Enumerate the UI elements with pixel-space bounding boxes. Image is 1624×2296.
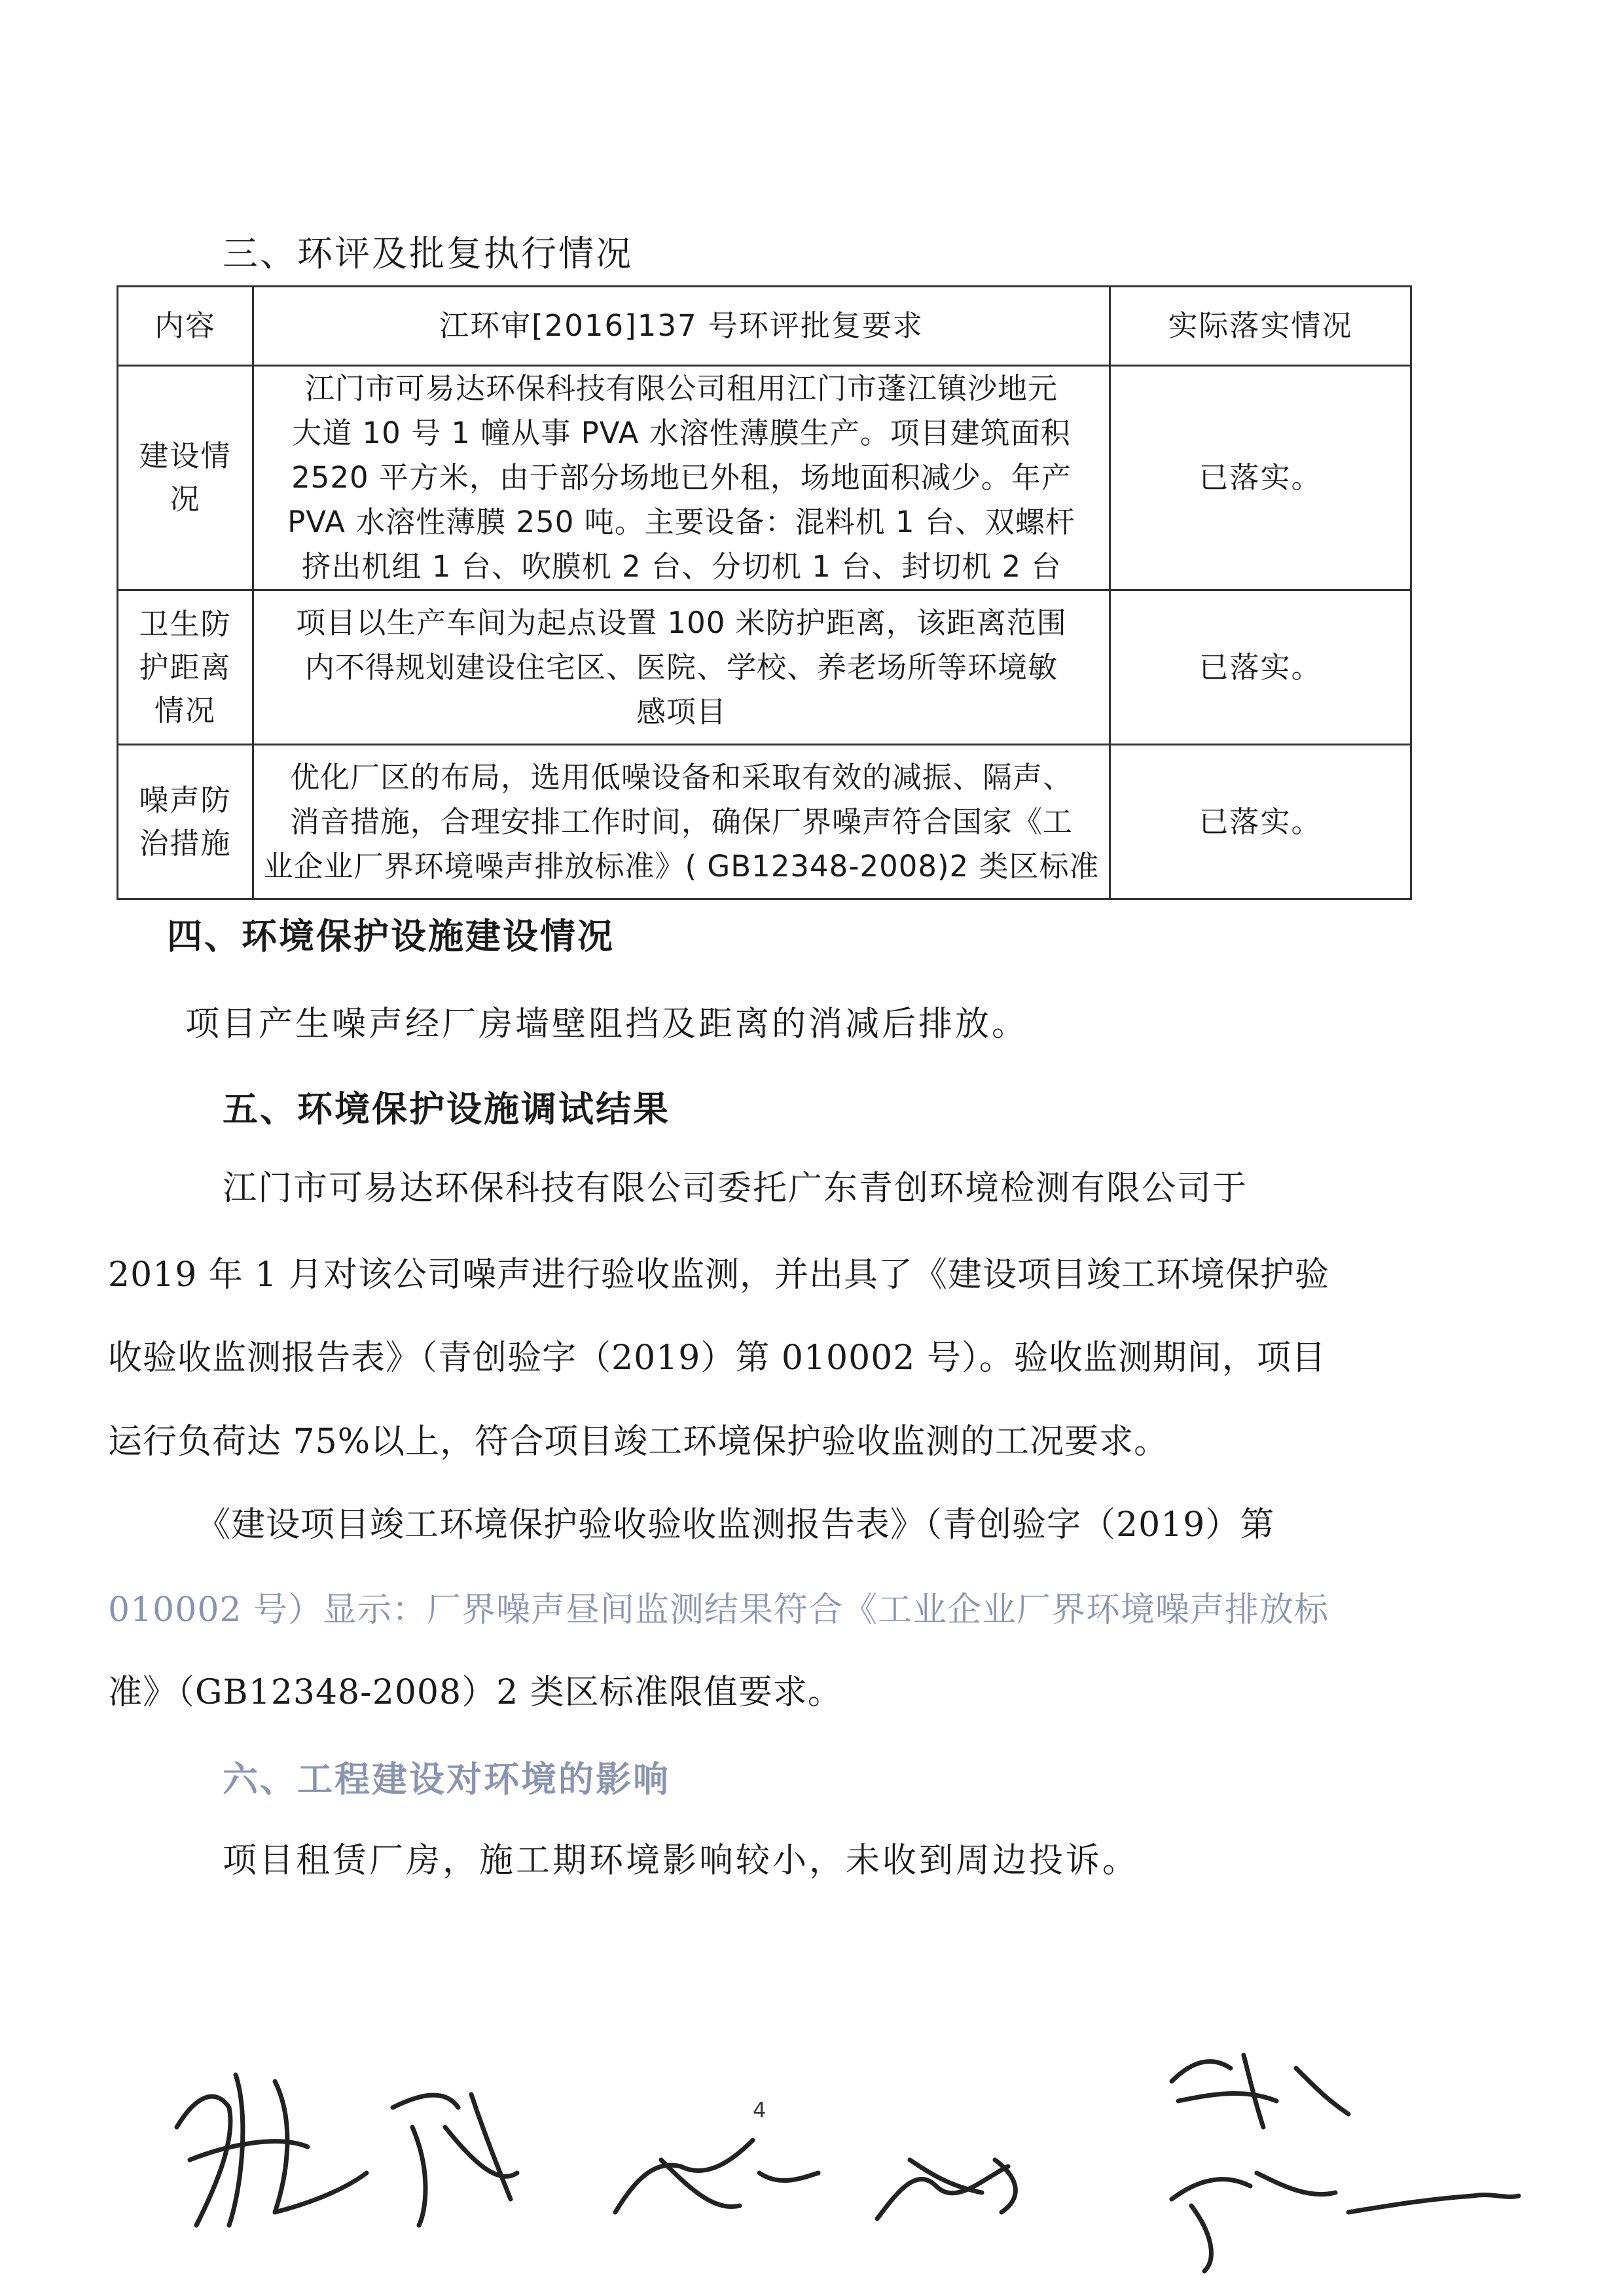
- section6-text: 项目租赁厂房，施工期环境影响较小，未收到周边投诉。: [223, 1841, 1140, 1880]
- signatures: [0, 2016, 1624, 2296]
- section4-text: 项目产生噪声经厂房墙壁阻挡及距离的消减后排放。: [185, 1005, 1029, 1044]
- row-category: 建设情 况: [118, 366, 253, 590]
- header-requirement: 江环审[2016]137 号环评批复要求: [253, 287, 1110, 366]
- header-status: 实际落实情况: [1110, 287, 1411, 366]
- row-requirement: 项目以生产车间为起点设置 100 米防护距离，该距离范围 内不得规划建设住宅区、医院、学校、养老场所等环境敏 感项目: [253, 590, 1110, 745]
- header-content: 内容: [118, 287, 253, 366]
- signature-3: [615, 2140, 818, 2212]
- signature-2: [393, 2094, 517, 2225]
- section5-title: 五、环境保护设施调试结果: [223, 1088, 670, 1130]
- section4-title: 四、环境保护设施建设情况: [167, 915, 615, 957]
- section5-p2-line3: 准》（GB12348-2008）2 类区标准限值要求。: [108, 1673, 842, 1712]
- table-row: [118, 366, 1411, 590]
- signature-5: [1172, 2055, 1348, 2127]
- table-row: [118, 745, 1411, 899]
- row-status: 已落实。: [1110, 590, 1411, 745]
- section5-p1-line3: 收验收监测报告表》（青创验字（2019）第 010002 号）。验收监测期间，项目: [108, 1338, 1326, 1378]
- page-number: 4: [753, 2098, 767, 2123]
- section5-p1-line4: 运行负荷达 75%以上，符合项目竣工环境保护验收监测的工况要求。: [108, 1422, 1169, 1462]
- section5-p2-line1: 《建设项目竣工环境保护验收验收监测报告表》（青创验字（2019）第: [196, 1505, 1275, 1545]
- section6-title: 六、工程建设对环境的影响: [223, 1758, 670, 1800]
- section5-p2-line2: 010002 号）显示：厂界噪声昼间监测结果符合《工业企业厂界环境噪声排放标: [108, 1590, 1329, 1630]
- row-category: 卫生防 护距离 情况: [118, 590, 253, 745]
- signature-6: [1172, 2173, 1519, 2271]
- row-status: 已落实。: [1110, 366, 1411, 590]
- section3-title: 三、环评及批复执行情况: [223, 233, 633, 274]
- signature-1: [177, 2075, 367, 2225]
- table-row: [118, 590, 1411, 745]
- row-requirement: 优化厂区的布局，选用低噪设备和采取有效的减振、隔声、 消音措施，合理安排工作时间，确保厂界噪声符合国家《工 业企业厂界环境噪声排放标准》( GB12348-2008)2 类区标准: [253, 745, 1110, 899]
- row-requirement: 江门市可易达环保科技有限公司租用江门市蓬江镇沙地元 大道 10 号 1 幢从事 PVA 水溶性薄膜生产。项目建筑面积 2520 平方米，由于部分场地已外租，场地面积减少。年产 PVA 水溶性薄膜 250 吨。主要设备：混料机 1 台、双螺杆 挤出机组 1 台、吹膜机 2 台、分切机 1 台、封切机 2 台: [253, 366, 1110, 590]
- row-category: 噪声防 治措施: [118, 745, 253, 899]
- section5-p1-line1: 江门市可易达环保科技有限公司委托广东青创环境检测有限公司于: [223, 1169, 1248, 1208]
- signature-4: [877, 2160, 1015, 2219]
- requirements-table: [117, 285, 1412, 900]
- section5-p1-line2: 2019 年 1 月对该公司噪声进行验收监测，并出具了《建设项目竣工环境保护验: [108, 1255, 1330, 1295]
- table-header-row: [118, 287, 1411, 366]
- row-status: 已落实。: [1110, 745, 1411, 899]
